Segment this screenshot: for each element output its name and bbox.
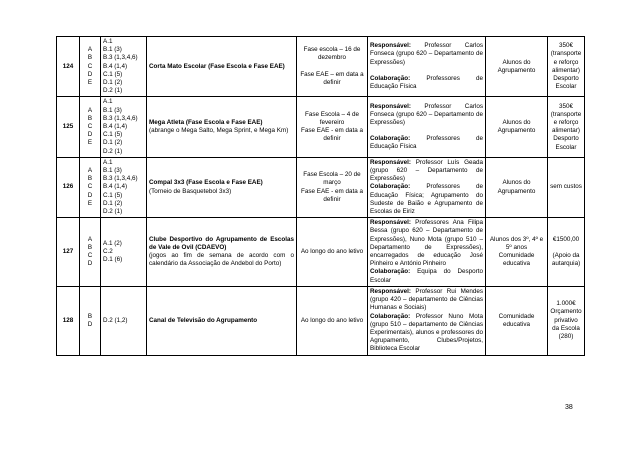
activity-cost: 350€ (transporte e reforço alimentar) Desporto Escolar bbox=[548, 37, 585, 97]
table-row bbox=[57, 157, 585, 217]
responsible-cell bbox=[368, 218, 486, 287]
objective-letters: A B C D E bbox=[80, 37, 101, 97]
activity-description: (jogos ao fim de semana de acordo com o calendário da Associação de Andebol do Porto) bbox=[149, 252, 294, 268]
activity-cost: 1.000€ Orçamento privativo da Escola (280) bbox=[548, 286, 585, 355]
responsible-cell bbox=[368, 286, 486, 355]
activity-title: Corta Mato Escolar (Fase Escola e Fase EAE) bbox=[149, 62, 285, 70]
activity-number: 128 bbox=[57, 286, 80, 355]
activity-title-cell bbox=[147, 286, 297, 355]
collaboration-label: Colaboração: bbox=[370, 74, 411, 82]
collaboration-text: Professor Nuno Mota (grupo 510 – departamento de Ciências Experimentais), alunos e professores do Agrupamento, Clubes/Projetos, Biblioteca Escolar bbox=[370, 312, 484, 353]
target-audience: Alunos do Agrupamento bbox=[486, 37, 548, 97]
activity-title-cell bbox=[147, 157, 297, 217]
activity-title-cell bbox=[147, 218, 297, 287]
responsible-cell bbox=[368, 157, 486, 217]
activity-number: 124 bbox=[57, 37, 80, 97]
activity-description: (Torneio de Basquetebol 3x3) bbox=[149, 187, 232, 195]
objective-letters: B D bbox=[80, 286, 101, 355]
collaboration-text: Professores de Educação Física; Agrupamento do Sudeste de Baião e Agrupamento de Escolas de Eiriz bbox=[370, 183, 483, 216]
activity-title: Clube Desportivo do Agrupamento de Escolas de Vale de Ovil (CDAEVO) bbox=[149, 235, 294, 251]
objective-letters: A B C D E bbox=[80, 97, 101, 157]
collaboration-label: Colaboração: bbox=[370, 268, 411, 276]
activity-title-cell bbox=[147, 97, 297, 157]
collaboration-label: Colaboração: bbox=[370, 183, 411, 191]
activity-date: Ao longo do ano letivo bbox=[297, 218, 368, 287]
table-row bbox=[57, 218, 585, 287]
activity-date: Ao longo do ano letivo bbox=[297, 286, 368, 355]
collaboration-text: Professores de Educação Física bbox=[370, 74, 483, 91]
activity-cost: €1500,00 (Apoio da autarquia) bbox=[548, 218, 585, 287]
activity-date: Fase Escola – 20 de março Fase EAE - em data a definir bbox=[297, 157, 368, 217]
collaboration-text: Professores de Educação Física bbox=[370, 135, 483, 151]
objective-codes: A.1 B.1 (3) B.3 (1,3,4,6) B.4 (1,4) C.1 (5) D.1 (2) D.2 (1) bbox=[101, 37, 147, 97]
responsible-label: Responsável: bbox=[370, 219, 411, 227]
responsible-label: Responsável: bbox=[370, 158, 411, 166]
objective-codes: D.2 (1,2) bbox=[101, 286, 147, 355]
objective-codes: A.1 (2) C.2 D.1 (6) bbox=[101, 218, 147, 287]
table-row bbox=[57, 97, 585, 157]
responsible-label: Responsável: bbox=[370, 102, 411, 110]
activity-title-cell bbox=[147, 37, 297, 97]
responsible-label: Responsável: bbox=[370, 287, 411, 295]
objective-letters: A B C D E bbox=[80, 157, 101, 217]
objective-codes: A.1 B.1 (3) B.3 (1,3,4,6) B.4 (1,4) C.1 (5) D.1 (2) D.2 (1) bbox=[101, 157, 147, 217]
activity-cost: sem custos bbox=[548, 157, 585, 217]
activity-date: Fase escola – 16 de dezembro Fase EAE – em data a definir bbox=[297, 37, 368, 97]
activity-number: 127 bbox=[57, 218, 80, 287]
target-audience: Alunos dos 3º, 4º e 5º anos Comunidade educativa bbox=[486, 218, 548, 287]
target-audience: Alunos do Agrupamento bbox=[486, 97, 548, 157]
responsible-text: Professor Rui Mendes (grupo 420 – departamento de Ciências Humanas e Sociais) bbox=[370, 287, 484, 312]
table-body bbox=[57, 37, 585, 356]
activity-cost: 350€ (transporte e reforço alimentar) Desporto Escolar bbox=[548, 97, 585, 157]
collaboration-text: Equipa do Desporto Escolar bbox=[370, 268, 483, 284]
page-number: 38 bbox=[565, 404, 573, 411]
activity-title: Compal 3x3 (Fase Escola e Fase EAE) bbox=[149, 179, 263, 187]
responsible-cell bbox=[368, 97, 486, 157]
objective-codes: A.1 B.1 (3) B.3 (1,3,4,6) B.4 (1,4) C.1 (5) D.1 (2) D.2 (1) bbox=[101, 97, 147, 157]
table-row bbox=[57, 37, 585, 97]
table-row bbox=[57, 286, 585, 355]
activities-table bbox=[56, 36, 585, 356]
target-audience: Alunos do Agrupamento bbox=[486, 157, 548, 217]
responsible-text: Professor Carlos Fonseca (grupo 620 – Departamento de Expressões) bbox=[370, 42, 483, 66]
activity-title: Canal de Televisão do Agrupamento bbox=[149, 316, 258, 324]
activity-number: 126 bbox=[57, 157, 80, 217]
responsible-label: Responsável: bbox=[370, 42, 411, 50]
responsible-text: Professor Carlos Fonseca (grupo 620 – Departamento de Expressões) bbox=[370, 102, 483, 127]
target-audience: Comunidade educativa bbox=[486, 286, 548, 355]
objective-letters: A B C D bbox=[80, 218, 101, 287]
collaboration-label: Colaboração: bbox=[370, 312, 411, 320]
activity-number: 125 bbox=[57, 97, 80, 157]
activity-date: Fase Escola – 4 de fevereiro Fase EAE - em data a definir bbox=[297, 97, 368, 157]
collaboration-label: Colaboração: bbox=[370, 135, 411, 143]
responsible-text: Professor Luís Geada (grupo 620 – Departamento de Expressões) bbox=[370, 158, 483, 183]
activity-description: (abrange o Mega Salto, Mega Sprint, e Mega Km) bbox=[149, 127, 289, 135]
responsible-text: Professores Ana Filipa Bessa (grupo 620 – Departamento de Expressões), Nuno Mota (grupo 510 – Departamento de Expressões), encarregados de educação José Pinheiro e António Pinheiro bbox=[370, 219, 484, 268]
activity-title: Mega Atleta (Fase Escola e Fase EAE) bbox=[149, 118, 263, 126]
responsible-cell bbox=[368, 37, 486, 97]
